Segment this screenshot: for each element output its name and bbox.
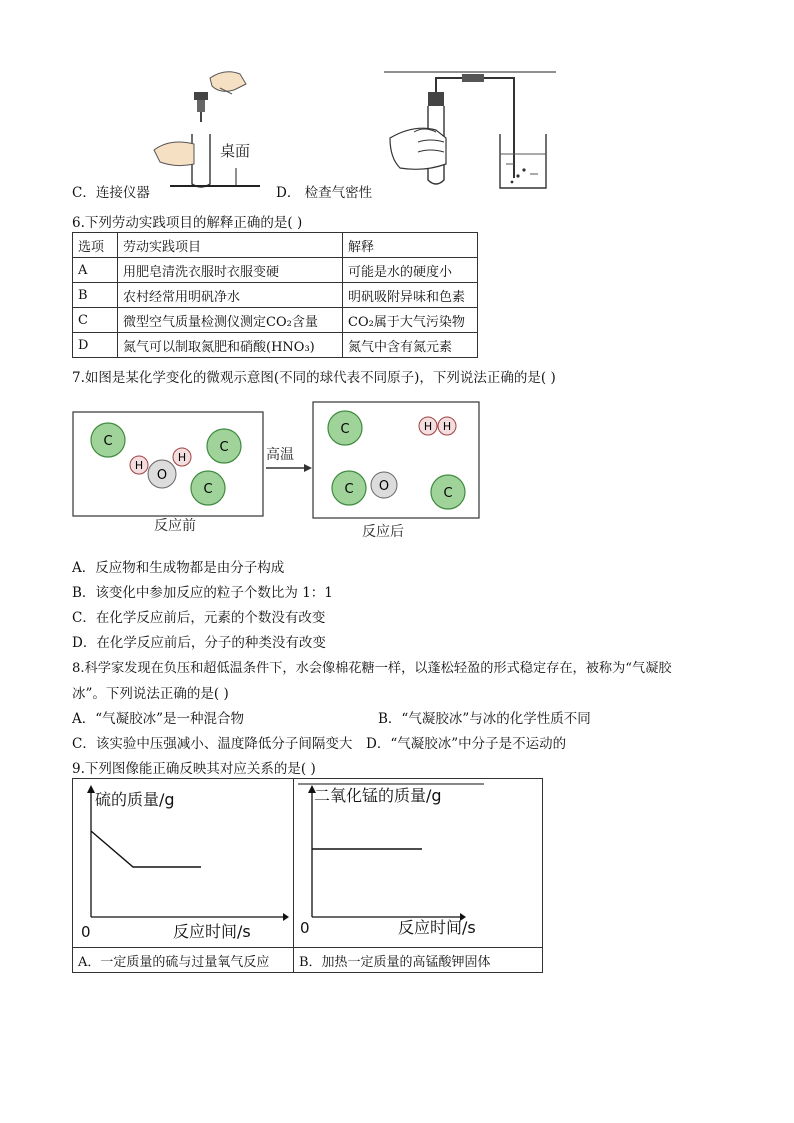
svg-text:C: C xyxy=(443,486,453,501)
q7-option-c: C．在化学反应前后，元素的个数没有改变 xyxy=(72,610,326,626)
sulfur-mass-line xyxy=(91,831,201,867)
q8-option-b: B．“气凝胶冰”与冰的化学性质不同 xyxy=(378,711,591,727)
table-cell: 可能是水的硬度小 xyxy=(343,258,478,283)
graph-b xyxy=(294,779,542,943)
table-header-row xyxy=(73,233,478,258)
graph-a-xlabel: 反应时间/s xyxy=(173,922,251,941)
table-cell: D xyxy=(73,333,118,358)
table-cell: CO₂属于大气污染物 xyxy=(343,308,478,333)
graph-b-cell xyxy=(294,779,543,948)
c-atom xyxy=(91,423,125,457)
graph-a-caption: A．一定质量的硫与过量氧气反应 xyxy=(73,948,294,973)
q8-option-c: C．该实验中压强减小、温度降低分子间隔变大 xyxy=(72,736,353,752)
graph-a-ylabel: 硫的质量/g xyxy=(95,790,175,809)
c-atom xyxy=(207,429,241,463)
c-atom xyxy=(328,411,362,445)
arrow-label: 高温 xyxy=(266,447,294,463)
table-cell: C xyxy=(73,308,118,333)
before-label: 反应前 xyxy=(154,518,196,534)
q9-graph-table xyxy=(72,778,543,973)
table-cell: B xyxy=(73,283,118,308)
check-airtightness-figure xyxy=(384,68,559,196)
graph-a xyxy=(73,779,293,943)
table-cell: 用肥皂清洗衣服时衣服变硬 xyxy=(118,258,343,283)
graph-a-cell xyxy=(73,779,294,948)
svg-text:C: C xyxy=(340,422,350,437)
graph-a-origin: 0 xyxy=(81,923,91,941)
svg-text:H: H xyxy=(423,420,433,433)
graph-b-xlabel: 反应时间/s xyxy=(398,918,476,937)
q7-option-b: B．该变化中参加反应的粒子个数比为 1：1 xyxy=(72,585,333,601)
svg-text:C: C xyxy=(344,482,354,497)
q8-option-a: A．“气凝胶冰”是一种混合物 xyxy=(72,711,245,727)
table-cell: 氮气中含有氮元素 xyxy=(343,333,478,358)
after-label: 反应后 xyxy=(362,524,404,540)
table-cell: A xyxy=(73,258,118,283)
svg-text:O: O xyxy=(378,479,390,494)
q9-stem: 9.下列图像能正确反映其对应关系的是( ) xyxy=(72,761,316,777)
q7-option-d: D．在化学反应前后，分子的种类没有改变 xyxy=(72,635,326,651)
q7-option-a: A．反应物和生成物都是由分子构成 xyxy=(72,560,285,576)
q5-option-d: D． 检查气密性 xyxy=(276,185,373,201)
table-row xyxy=(73,258,478,283)
header-cell: 劳动实践项目 xyxy=(118,233,343,258)
table-cell: 氮气可以制取氮肥和硝酸(HNO₃) xyxy=(118,333,343,358)
q8-stem-line1: 8.科学家发现在负压和超低温条件下，水会像棉花糖一样，以蓬松轻盈的形式稳定存在，被称为“气凝胶 xyxy=(72,661,672,676)
q7-stem: 7.如图是某化学变化的微观示意图(不同的球代表不同原子)，下列说法正确的是( ) xyxy=(72,370,556,386)
graph-b-caption: B．加热一定质量的高锰酸钾固体 xyxy=(294,948,543,973)
table-row xyxy=(73,308,478,333)
table-cell: 农村经常用明矾净水 xyxy=(118,283,343,308)
svg-text:C: C xyxy=(103,434,113,449)
fig-c-table-label: 桌面 xyxy=(220,142,251,160)
reaction-micro-diagram xyxy=(72,398,484,544)
q8-option-d: D．“气凝胶冰”中分子是不运动的 xyxy=(366,736,567,752)
q5-option-c: C．连接仪器 xyxy=(72,185,150,201)
svg-text:H: H xyxy=(442,420,452,433)
svg-text:C: C xyxy=(219,440,229,455)
c-atom xyxy=(431,475,465,509)
svg-text:H: H xyxy=(177,451,187,464)
table-cell: 明矾吸附异味和色素 xyxy=(343,283,478,308)
graph-b-origin: 0 xyxy=(300,919,310,937)
header-cell: 选项 xyxy=(73,233,118,258)
q8-stem-line2: 冰”。下列说法正确的是( ) xyxy=(72,686,229,702)
q6-table xyxy=(72,232,478,358)
svg-text:C: C xyxy=(203,482,213,497)
table-row xyxy=(73,283,478,308)
graph-b-ylabel: 二氧化锰的质量/g xyxy=(314,786,442,805)
q6-stem: 6.下列劳动实践项目的解释正确的是( ) xyxy=(72,215,303,231)
svg-text:H: H xyxy=(134,459,144,472)
table-row xyxy=(73,333,478,358)
header-cell: 解释 xyxy=(343,233,478,258)
c-atom xyxy=(191,471,225,505)
svg-text:O: O xyxy=(156,468,168,483)
table-cell: 微型空气质量检测仪测定CO₂含量 xyxy=(118,308,343,333)
connect-apparatus-figure xyxy=(150,64,270,196)
